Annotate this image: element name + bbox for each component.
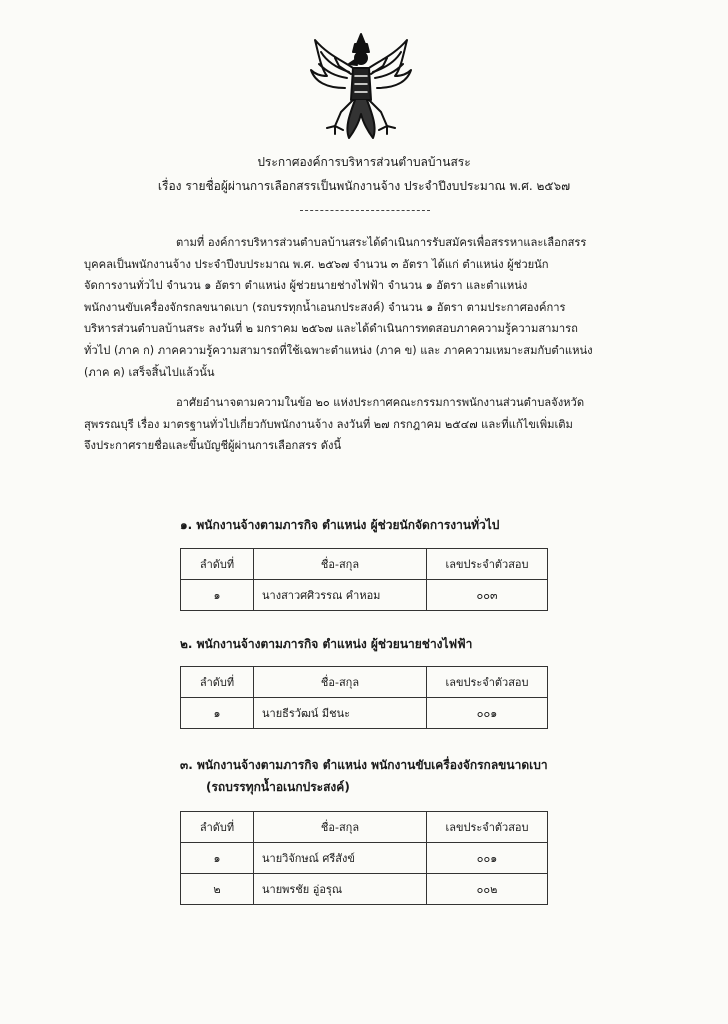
column-header-order: ลำดับที่ (181, 667, 254, 698)
column-header-exam-id: เลขประจำตัวสอบ (427, 549, 548, 580)
announcement-subject: เรื่อง รายชื่อผู้ผ่านการเลือกสรรเป็นพนักงานจ้าง ประจำปีงบประมาณ พ.ศ. ๒๕๖๗ (157, 179, 571, 193)
column-header-name: ชื่อ-สกุล (254, 667, 427, 698)
cell-order: ๑ (181, 580, 254, 611)
cell-exam-id: ๐๐๑ (427, 843, 548, 874)
table-header-row (181, 667, 548, 698)
cell-name: นางสาวศศิวรรณ คำหอม (254, 580, 427, 611)
cell-order: ๒ (181, 874, 254, 905)
paragraph-line: อาศัยอำนาจตามความในข้อ ๒๐ แห่งประกาศคณะกรรมการพนักงานส่วนตำบลจังหวัด (176, 396, 585, 409)
cell-exam-id: ๐๐๒ (427, 874, 548, 905)
paragraph-line: ทั่วไป (ภาค ก) ภาคความรู้ความสามารถที่ใช้เฉพาะตำแหน่ง (ภาค ข) และ ภาคความเหมาะสมกับตำแหน่ง (84, 343, 593, 357)
cell-order: ๑ (181, 843, 254, 874)
announcement-title: ประกาศองค์การบริหารส่วนตำบลบ้านสระ (257, 155, 471, 169)
paragraph-line: จัดการงานทั่วไป จำนวน ๑ อัตรา ตำแหน่ง ผู้ช่วยนายช่างไฟฟ้า จำนวน ๑ อัตรา และตำแหน่ง (84, 279, 528, 293)
column-header-exam-id: เลขประจำตัวสอบ (427, 667, 548, 698)
table-row (181, 874, 548, 905)
column-header-order: ลำดับที่ (181, 812, 254, 843)
column-header-name: ชื่อ-สกุล (254, 812, 427, 843)
paragraph-line: บุคคลเป็นพนักงานจ้าง ประจำปีงบประมาณ พ.ศ. ๒๕๖๗ จำนวน ๓ อัตรา ได้แก่ ตำแหน่ง ผู้ช่วยนัก (84, 257, 549, 271)
column-header-name: ชื่อ-สกุล (254, 549, 427, 580)
section-heading-3: ๓. พนักงานจ้างตามภารกิจ ตำแหน่ง พนักงานขับเครื่องจักรกลขนาดเบา (180, 758, 548, 772)
cell-name: นายธีรวัฒน์ มีชนะ (254, 698, 427, 729)
table-header-row (181, 812, 548, 843)
paragraph-line: สุพรรณบุรี เรื่อง มาตรฐานทั่วไปเกี่ยวกับพนักงานจ้าง ลงวันที่ ๒๗ กรกฎาคม ๒๕๔๗ และที่แก้ไขเพิ่มเติม (84, 417, 573, 431)
table-row (181, 843, 548, 874)
results-table-3 (180, 811, 548, 905)
column-header-exam-id: เลขประจำตัวสอบ (427, 812, 548, 843)
garuda-emblem-icon (305, 30, 417, 142)
paragraph-legal-authority (84, 392, 654, 457)
results-table-2 (180, 666, 548, 729)
section-heading-1: ๑. พนักงานจ้างตามภารกิจ ตำแหน่ง ผู้ช่วยนักจัดการงานทั่วไป (180, 518, 500, 532)
table-row (181, 580, 548, 611)
cell-order: ๑ (181, 698, 254, 729)
cell-name: นายพรชัย อู่อรุณ (254, 874, 427, 905)
paragraph-announcement-background (84, 232, 654, 383)
column-header-order: ลำดับที่ (181, 549, 254, 580)
table-row (181, 698, 548, 729)
cell-name: นายวิจักษณ์ ศรีสังข์ (254, 843, 427, 874)
paragraph-line: (ภาค ค) เสร็จสิ้นไปแล้วนั้น (84, 365, 215, 379)
paragraph-line: จึงประกาศรายชื่อและขึ้นบัญชีผู้ผ่านการเลือกสรร ดังนี้ (84, 439, 342, 453)
section-heading-3-continuation: (รถบรรทุกน้ำอเนกประสงค์) (206, 780, 350, 794)
paragraph-line: บริหารส่วนตำบลบ้านสระ ลงวันที่ ๒ มกราคม ๒๕๖๗ และได้ดำเนินการทดสอบภาคความรู้ความสามารถ (84, 322, 578, 336)
section-heading-2: ๒. พนักงานจ้างตามภารกิจ ตำแหน่ง ผู้ช่วยนายช่างไฟฟ้า (180, 637, 473, 651)
paragraph-line: ตามที่ องค์การบริหารส่วนตำบลบ้านสระได้ดำเนินการรับสมัครเพื่อสรรหาและเลือกสรร (176, 236, 587, 249)
paragraph-line: พนักงานขับเครื่องจักรกลขนาดเบา (รถบรรทุกน้ำเอนกประสงค์) จำนวน ๑ อัตรา ตามประกาศองค์การ (84, 300, 566, 314)
cell-exam-id: ๐๐๑ (427, 698, 548, 729)
results-table-1 (180, 548, 548, 611)
title-divider (300, 210, 430, 211)
cell-exam-id: ๐๐๓ (427, 580, 548, 611)
table-header-row (181, 549, 548, 580)
